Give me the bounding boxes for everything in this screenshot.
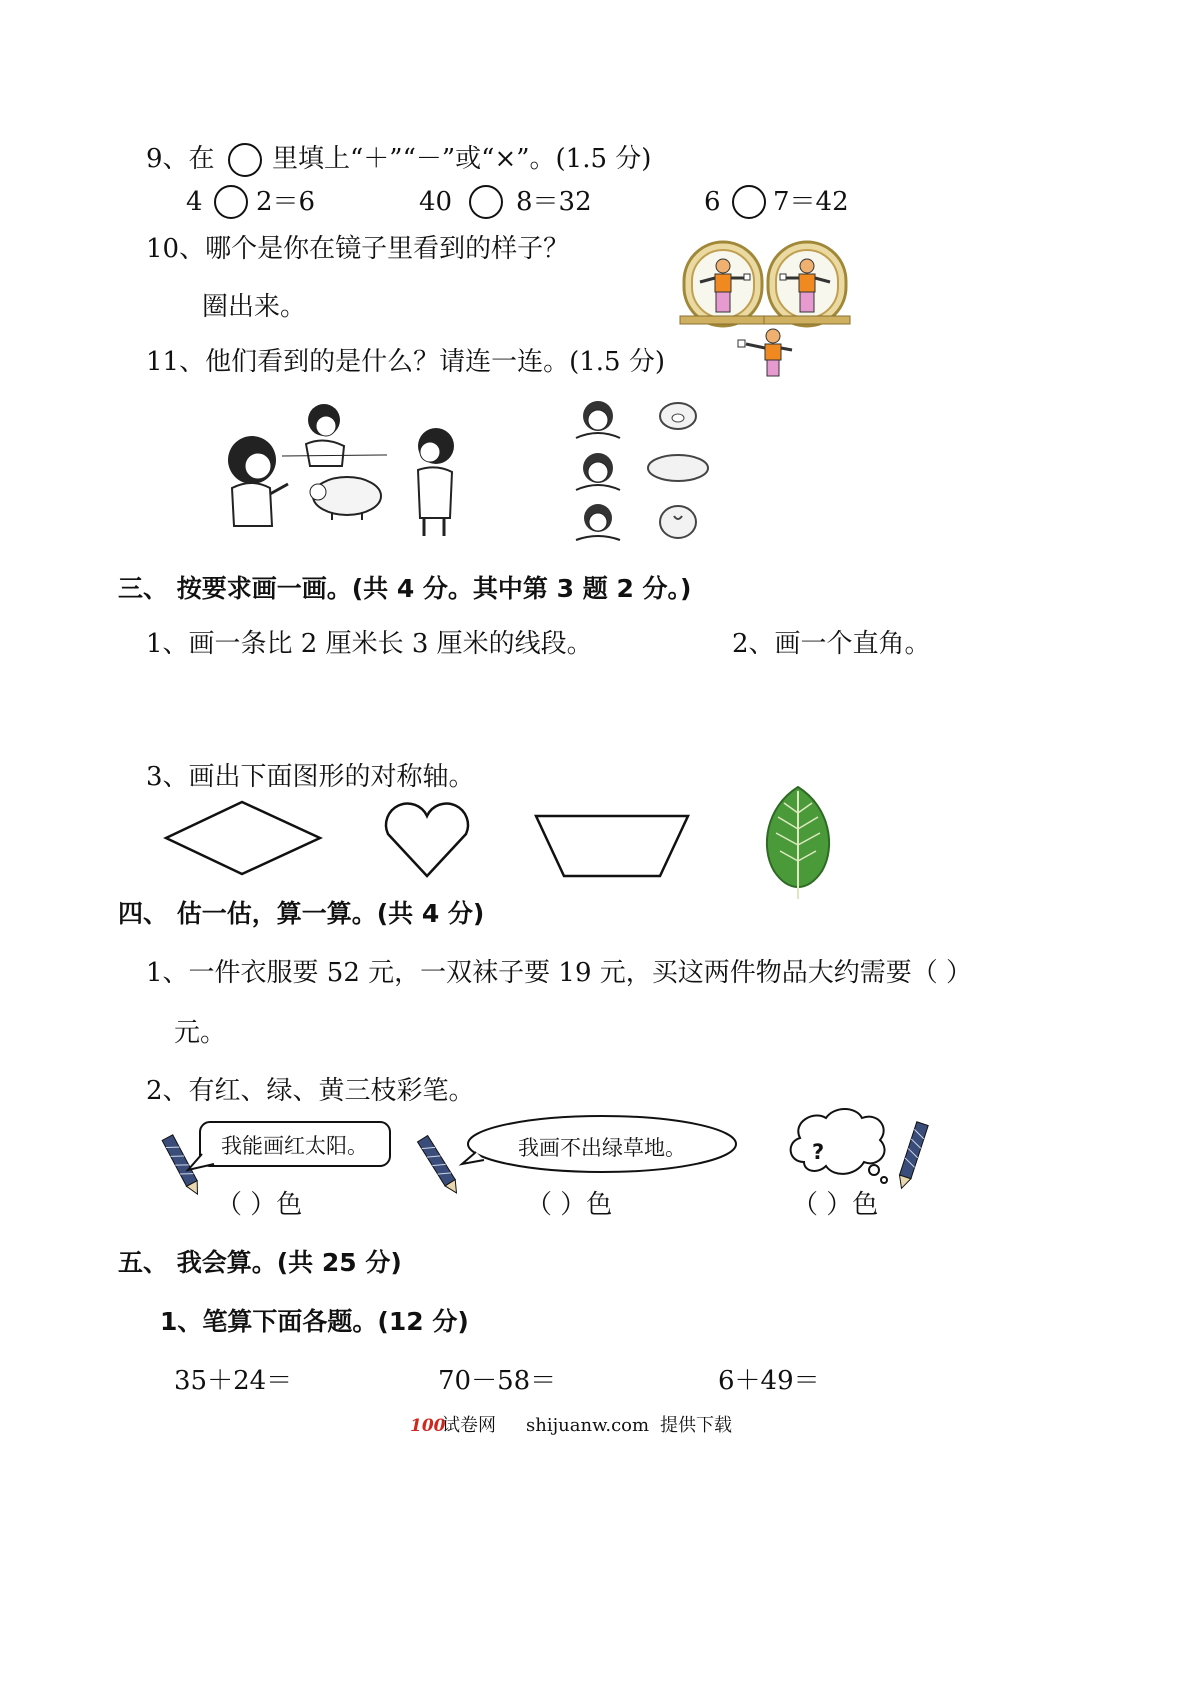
blank-circle[interactable] <box>732 185 766 219</box>
s3-q1: 1、画一条比 2 厘米长 3 厘米的线段。 <box>146 629 593 659</box>
q9-item-2-right: 8＝32 <box>516 187 592 217</box>
calc-item-1: 35＋24＝ <box>174 1366 293 1396</box>
children-and-pig-scene <box>212 398 472 548</box>
views-column <box>570 398 720 548</box>
q9-item-1-left: 4 <box>186 187 203 217</box>
mirror-illustration <box>680 238 850 378</box>
pencil-icon <box>892 1118 932 1194</box>
q9-title-post: 里填上“＋”“－”或“×”。(1.5 分) <box>272 144 652 174</box>
answer-color-2[interactable]: （ ）色 <box>526 1190 613 1220</box>
calc-item-2: 70－58＝ <box>438 1366 557 1396</box>
blank-circle[interactable] <box>469 185 503 219</box>
pig-figure <box>310 477 381 520</box>
calc-item-3: 6＋49＝ <box>718 1366 820 1396</box>
thought-bubble-text: ? <box>812 1140 825 1164</box>
bubble-2-text: 我画不出绿草地。 <box>518 1136 686 1160</box>
section-4-heading: 四、 估一估，算一算。(共 4 分) <box>118 899 485 928</box>
standing-boy-figure <box>418 428 454 536</box>
thought-bubble <box>784 1104 896 1188</box>
q9-item-3-right: 7＝42 <box>773 187 849 217</box>
boy-lying-figure <box>282 404 387 466</box>
mirror-right[interactable] <box>764 242 850 326</box>
s4-q2: 2、有红、绿、黄三枝彩笔。 <box>146 1076 475 1106</box>
pencil-icon <box>414 1130 464 1200</box>
bubble-1-text: 我能画红太阳。 <box>221 1134 368 1158</box>
q9-item-2-left: 40 <box>419 187 453 217</box>
mirror-left[interactable] <box>680 242 766 326</box>
q9-title-pre: 9、在 <box>146 144 215 174</box>
answer-color-3[interactable]: （ ）色 <box>792 1190 879 1220</box>
footer-note: 提供下载 <box>660 1415 732 1436</box>
footer-url[interactable]: shijuanw.com <box>526 1415 650 1436</box>
q10-line1: 10、哪个是你在镜子里看到的样子？ <box>146 234 570 264</box>
section-3-heading: 三、 按要求画一画。(共 4 分。其中第 3 题 2 分。) <box>118 574 692 603</box>
q9-item-1-right: 2＝6 <box>256 187 316 217</box>
answer-color-1[interactable]: （ ）色 <box>216 1190 303 1220</box>
footer-logo: 100 <box>410 1416 446 1436</box>
rhombus-shape[interactable] <box>164 800 324 876</box>
pig-view-front[interactable] <box>660 403 696 429</box>
pig-view-back[interactable] <box>660 506 696 538</box>
section-5-heading: 五、 我会算。(共 25 分) <box>118 1248 402 1277</box>
face-view-2[interactable] <box>576 453 620 490</box>
blank-circle[interactable] <box>214 185 248 219</box>
q10-line2: 圈出来。 <box>202 292 307 322</box>
trapezoid-shape[interactable] <box>534 814 692 878</box>
face-view-1[interactable] <box>576 401 620 438</box>
girl-figure <box>228 436 288 526</box>
pig-view-side[interactable] <box>648 455 708 481</box>
s4-q1-line1: 1、一件衣服要 52 元，一双袜子要 19 元，买这两件物品大约需要（ ） <box>146 958 973 988</box>
q11-text: 11、他们看到的是什么？请连一连。(1.5 分) <box>146 347 665 377</box>
s3-q2: 2、画一个直角。 <box>732 629 931 659</box>
q9-item-3-left: 6 <box>704 187 721 217</box>
footer-site: 试卷网 <box>442 1415 496 1436</box>
s4-q1-line2: 元。 <box>174 1018 227 1048</box>
blank-circle[interactable] <box>228 143 262 177</box>
face-view-3[interactable] <box>576 504 620 540</box>
s5-sub1: 1、笔算下面各题。(12 分) <box>160 1307 469 1336</box>
boy-with-cup <box>738 329 792 376</box>
s3-q3: 3、画出下面图形的对称轴。 <box>146 762 475 792</box>
leaf-shape[interactable] <box>758 783 838 903</box>
heart-shape[interactable] <box>382 800 472 880</box>
